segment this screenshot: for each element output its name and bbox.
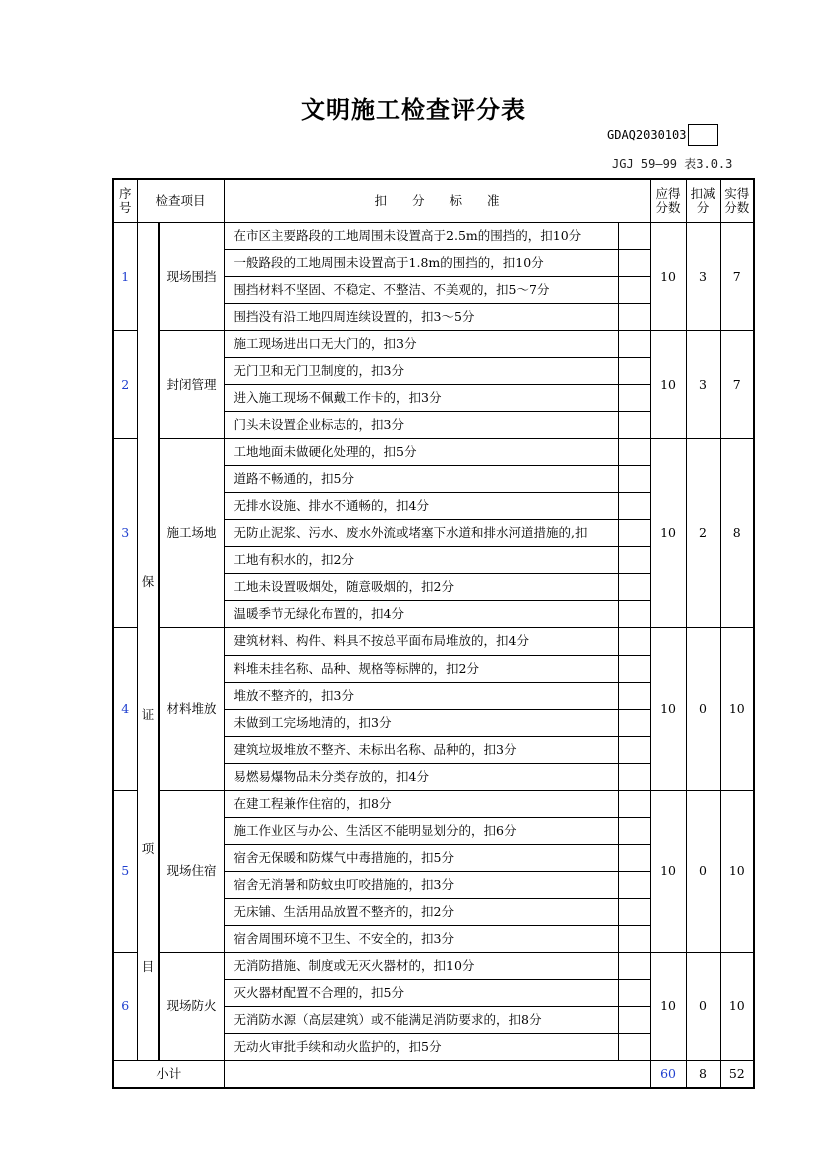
deduction-input-cell[interactable] [618, 466, 650, 493]
criteria-row [113, 439, 754, 466]
deduction-input-cell[interactable] [618, 574, 650, 601]
criteria-text: 施工现场进出口无大门的，扣3分 [224, 331, 618, 358]
criteria-text: 建筑材料、构件、料具不按总平面布局堆放的，扣4分 [224, 628, 618, 655]
deduction-input-cell[interactable] [618, 980, 650, 1007]
criteria-text: 温暖季节无绿化布置的，扣4分 [224, 601, 618, 628]
subtotal-blank [224, 1061, 650, 1089]
page-title: 文明施工检查评分表 [301, 96, 526, 124]
item-name: 现场防火 [159, 952, 224, 1060]
criteria-text: 无消防水源（高层建筑）或不能满足消防要求的，扣8分 [224, 1007, 618, 1034]
deduction-input-cell[interactable] [618, 250, 650, 277]
criteria-text: 工地未设置吸烟处，随意吸烟的，扣2分 [224, 574, 618, 601]
deduction-input-cell[interactable] [618, 385, 650, 412]
criteria-text: 道路不畅通的，扣5分 [224, 466, 618, 493]
deduction-score: 2 [686, 439, 720, 628]
subtotal-row [113, 1061, 754, 1089]
deduction-input-cell[interactable] [618, 628, 650, 655]
deduction-input-cell[interactable] [618, 493, 650, 520]
item-name: 封闭管理 [159, 331, 224, 439]
criteria-text: 围挡材料不坚固、不稳定、不整洁、不美观的，扣5～7分 [224, 277, 618, 304]
header-row [113, 179, 754, 223]
criteria-text: 宿舍周围环境不卫生、不安全的，扣3分 [224, 925, 618, 952]
deduction-input-cell[interactable] [618, 223, 650, 250]
header-actual: 实得分数 [720, 179, 754, 223]
criteria-text: 易燃易爆物品未分类存放的，扣4分 [224, 763, 618, 790]
actual-score: 7 [720, 223, 754, 331]
standard-reference: JGJ 59—99 表3.0.3 [612, 157, 733, 171]
deduction-input-cell[interactable] [618, 682, 650, 709]
category-cell [137, 223, 159, 1061]
criteria-text: 在市区主要路段的工地周围未设置高于2.5m的围挡的，扣10分 [224, 223, 618, 250]
subtotal-deduct: 8 [686, 1061, 720, 1089]
deduction-input-cell[interactable] [618, 547, 650, 574]
form-code-box[interactable] [688, 124, 718, 146]
criteria-text: 在建工程兼作住宿的，扣8分 [224, 790, 618, 817]
criteria-text: 无门卫和无门卫制度的，扣3分 [224, 358, 618, 385]
criteria-text: 进入施工现场不佩戴工作卡的，扣3分 [224, 385, 618, 412]
criteria-text: 围挡没有沿工地四周连续设置的，扣3～5分 [224, 304, 618, 331]
deduction-input-cell[interactable] [618, 709, 650, 736]
criteria-text: 工地地面未做硬化处理的，扣5分 [224, 439, 618, 466]
criteria-text: 无消防措施、制度或无灭火器材的，扣10分 [224, 952, 618, 979]
deduction-input-cell[interactable] [618, 898, 650, 925]
actual-score: 10 [720, 790, 754, 952]
deduction-input-cell[interactable] [618, 1007, 650, 1034]
deduction-input-cell[interactable] [618, 520, 650, 547]
actual-score: 10 [720, 628, 754, 790]
deduction-score: 0 [686, 952, 720, 1060]
deduction-input-cell[interactable] [618, 358, 650, 385]
deduction-input-cell[interactable] [618, 871, 650, 898]
criteria-text: 无排水设施、排水不通畅的，扣4分 [224, 493, 618, 520]
full-score: 10 [650, 331, 686, 439]
criteria-text: 建筑垃圾堆放不整齐、未标出名称、品种的，扣3分 [224, 736, 618, 763]
criteria-row [113, 223, 754, 250]
deduction-input-cell[interactable] [618, 1034, 650, 1061]
actual-score: 10 [720, 952, 754, 1060]
score-table [112, 178, 755, 1089]
full-score: 10 [650, 223, 686, 331]
category-char: 项 [141, 841, 155, 856]
deduction-input-cell[interactable] [618, 412, 650, 439]
header-seq: 序号 [113, 179, 137, 223]
category-char: 保 [141, 574, 155, 589]
deduction-score: 0 [686, 628, 720, 790]
header-criteria: 扣 分 标 准 [224, 179, 650, 223]
deduction-input-cell[interactable] [618, 601, 650, 628]
header-item: 检查项目 [137, 179, 224, 223]
criteria-text: 堆放不整齐的，扣3分 [224, 682, 618, 709]
criteria-text: 未做到工完场地清的，扣3分 [224, 709, 618, 736]
deduction-input-cell[interactable] [618, 736, 650, 763]
deduction-input-cell[interactable] [618, 331, 650, 358]
deduction-input-cell[interactable] [618, 763, 650, 790]
header-full-score: 应得分数 [650, 179, 686, 223]
criteria-text: 灭火器材配置不合理的，扣5分 [224, 980, 618, 1007]
criteria-text: 门头未设置企业标志的，扣3分 [224, 412, 618, 439]
category-char: 证 [141, 707, 155, 722]
criteria-text: 宿舍无保暖和防煤气中毒措施的，扣5分 [224, 844, 618, 871]
criteria-row [113, 628, 754, 655]
item-number: 5 [113, 790, 137, 952]
subtotal-full: 60 [650, 1061, 686, 1089]
deduction-input-cell[interactable] [618, 790, 650, 817]
deduction-score: 3 [686, 331, 720, 439]
item-number: 1 [113, 223, 137, 331]
actual-score: 8 [720, 439, 754, 628]
deduction-input-cell[interactable] [618, 439, 650, 466]
subtotal-label: 小计 [113, 1061, 224, 1089]
category-char: 目 [141, 959, 155, 974]
deduction-input-cell[interactable] [618, 817, 650, 844]
deduction-input-cell[interactable] [618, 655, 650, 682]
deduction-input-cell[interactable] [618, 844, 650, 871]
full-score: 10 [650, 952, 686, 1060]
full-score: 10 [650, 439, 686, 628]
item-name: 材料堆放 [159, 628, 224, 790]
criteria-row [113, 790, 754, 817]
deduction-score: 0 [686, 790, 720, 952]
criteria-text: 施工作业区与办公、生活区不能明显划分的，扣6分 [224, 817, 618, 844]
full-score: 10 [650, 628, 686, 790]
criteria-text: 宿舍无消暑和防蚊虫叮咬措施的，扣3分 [224, 871, 618, 898]
criteria-text: 料堆未挂名称、品种、规格等标牌的，扣2分 [224, 655, 618, 682]
criteria-text: 一般路段的工地周围未设置高于1.8m的围挡的，扣10分 [224, 250, 618, 277]
item-name: 现场住宿 [159, 790, 224, 952]
deduction-input-cell[interactable] [618, 277, 650, 304]
criteria-row [113, 331, 754, 358]
item-number: 4 [113, 628, 137, 790]
criteria-text: 无动火审批手续和动火监护的，扣5分 [224, 1034, 618, 1061]
item-name: 现场围挡 [159, 223, 224, 331]
item-number: 6 [113, 952, 137, 1060]
criteria-text: 工地有积水的，扣2分 [224, 547, 618, 574]
full-score: 10 [650, 790, 686, 952]
deduction-input-cell[interactable] [618, 304, 650, 331]
item-number: 2 [113, 331, 137, 439]
deduction-input-cell[interactable] [618, 952, 650, 979]
deduction-input-cell[interactable] [618, 925, 650, 952]
item-name: 施工场地 [159, 439, 224, 628]
deduction-score: 3 [686, 223, 720, 331]
criteria-row [113, 952, 754, 979]
criteria-text: 无床铺、生活用品放置不整齐的，扣2分 [224, 898, 618, 925]
item-number: 3 [113, 439, 137, 628]
criteria-text: 无防止泥浆、污水、废水外流或堵塞下水道和排水河道措施的,扣 [224, 520, 618, 547]
actual-score: 7 [720, 331, 754, 439]
subtotal-actual: 52 [720, 1061, 754, 1089]
header-deduction: 扣减分 [686, 179, 720, 223]
form-code: GDAQ2030103 [607, 128, 687, 142]
